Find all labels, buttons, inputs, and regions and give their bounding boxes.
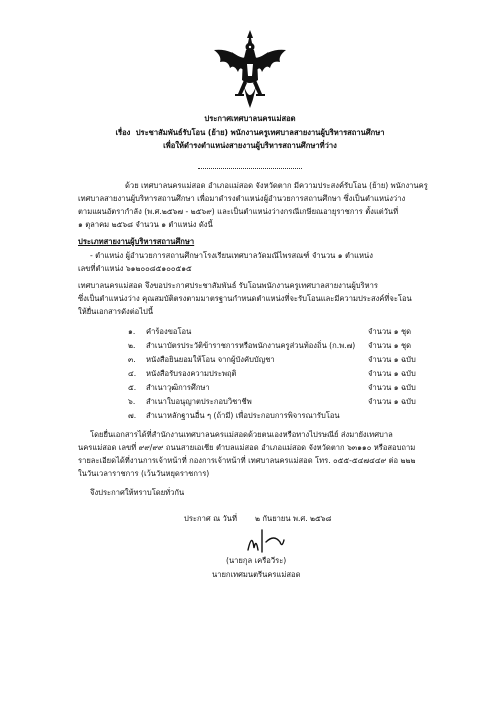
position-line-2: เลขที่ตำแหน่ง ๖๑๒๐๐๘๕๑๐๐๕๑๕: [78, 264, 192, 273]
garuda-emblem-icon: [210, 28, 290, 110]
title-separator: [198, 168, 302, 169]
intro-line-2: เทศบาลสายงานผู้บริหารสถานศึกษา เพื่อมาดำรงตำแหน่งผู้อำนวยการสถานศึกษา ซึ่งเป็นตำแหน่งว่าง: [78, 194, 406, 203]
list-item-no: ๕.: [128, 383, 137, 392]
list-item-text: สำเนาหลักฐานอื่น ๆ (ถ้ามี) เพื่อประกอบการพิจารณารับโอน: [146, 411, 340, 420]
announce-date: ๒ กันยายน พ.ศ. ๒๕๖๘: [255, 514, 332, 523]
list-item-qty: จำนวน ๑ ชุด: [368, 327, 412, 336]
submission-line-3: รายละเอียดได้ที่งานการเจ้าหน้าที่ กองการเจ้าหน้าที่ เทศบาลนครแม่สอด โทร. ๐๕๕-๕๔๗๔๔๙ ต่อ ๒๒๒: [78, 456, 416, 465]
list-item-text: หนังสือยินยอมให้โอน จากผู้บังคับบัญชา: [146, 355, 275, 364]
list-item-text: คำร้องขอโอน: [146, 327, 192, 336]
list-item-qty: จำนวน ๑ ฉบับ: [368, 383, 416, 392]
list-item-qty: จำนวน ๑ ฉบับ: [368, 369, 416, 378]
intro-line-1: ด้วย เทศบาลนครแม่สอด อำเภอแม่สอด จังหวัดตาก มีความประสงค์รับโอน (ย้าย) พนักงานครู: [125, 181, 428, 190]
requirements-line-3: ให้ยื่นเอกสารดังต่อไปนี้: [78, 307, 154, 316]
submission-line-1: โดยยื่นเอกสารได้ที่สำนักงานเทศบาลนครแม่สอดด้วยตนเองหรือทางไปรษณีย์ ส่งมายังเทศบาล: [90, 430, 393, 439]
intro-line-3: ตามแผนอัตรากำลัง (พ.ศ.๒๕๖๗ - ๒๕๖๙) และเป็นตำแหน่งว่างกรณีเกษียณอายุราชการ ตั้งแต่วันที่: [78, 207, 399, 216]
signer-title: นายกเทศมนตรีนครแม่สอด: [212, 570, 301, 579]
position-line-1: - ตำแหน่ง ผู้อำนวยการสถานศึกษาโรงเรียนเทศบาลวัดมณีไพรสณฑ์ จำนวน ๑ ตำแหน่ง: [90, 251, 373, 260]
list-item-text: สำเนาบัตรประวัติข้าราชการหรือพนักงานครูส่วนท้องถิ่น (ก.พ.๗): [146, 341, 356, 350]
subject-line-1: [0, 128, 500, 138]
list-item-qty: จำนวน ๑ ชุด: [368, 341, 412, 350]
list-item-text: สำเนาใบอนุญาตประกอบวิชาชีพ: [146, 397, 252, 406]
signer-name: (นายกุล เครือวีระ): [226, 556, 287, 565]
list-item-no: ๔.: [128, 369, 137, 378]
subject-line-2: เพื่อให้ดำรงตำแหน่งสายงานผู้บริหารสถานศึกษาที่ว่าง: [163, 141, 337, 150]
submission-line-4: ในวันเวลาราชการ (เว้นวันหยุดราชการ): [78, 469, 210, 478]
intro-line-4: ๑ ตุลาคม ๒๕๖๘ จำนวน ๑ ตำแหน่ง ดังนี้: [78, 220, 213, 229]
requirements-line-1: เทศบาลนครแม่สอด จึงขอประกาศประชาสัมพันธ์ รับโอนพนักงานครูเทศบาลสายงานผู้บริหาร: [78, 281, 379, 290]
document-title: ประกาศเทศบาลนครแม่สอด: [204, 114, 296, 123]
announce-label: ประกาศ ณ วันที่: [184, 514, 237, 523]
list-item-qty: จำนวน ๑ ฉบับ: [368, 355, 416, 364]
list-item-qty: จำนวน ๑ ฉบับ: [368, 397, 416, 406]
list-item-no: ๖.: [128, 397, 136, 406]
requirements-line-2: ซึ่งเป็นตำแหน่งว่าง คุณสมบัติตรงตามมาตรฐานกำหนดตำแหน่งที่จะรับโอนและมีความประสงค์ที่จะโอน: [78, 294, 412, 303]
signature-mark-icon: [244, 528, 288, 554]
list-item-text: สำเนาวุฒิการศึกษา: [146, 383, 210, 392]
list-item-no: ๑.: [128, 327, 136, 336]
list-item-no: ๗.: [128, 411, 137, 420]
section-title: ประเภทสายงานผู้บริหารสถานศึกษา: [78, 237, 195, 246]
list-item-text: หนังสือรับรองความประพฤติ: [146, 369, 237, 378]
closing-statement: จึงประกาศให้ทราบโดยทั่วกัน: [90, 488, 185, 497]
submission-line-2: นครแม่สอด เลขที่ ๙๙/๙๙ ถนนสายเอเชีย ตำบลแม่สอด อำเภอแม่สอด จังหวัดตาก ๖๓๑๑๐ หรือสอบถาม: [78, 443, 416, 452]
subject-text-1: ประชาสัมพันธ์รับโอน (ย้าย) พนักงานครูเทศบาลสายงานผู้บริหารสถานศึกษา: [135, 128, 385, 137]
list-item-no: ๓.: [128, 355, 136, 364]
list-item-no: ๒.: [128, 341, 136, 350]
subject-label: เรื่อง: [115, 128, 131, 137]
